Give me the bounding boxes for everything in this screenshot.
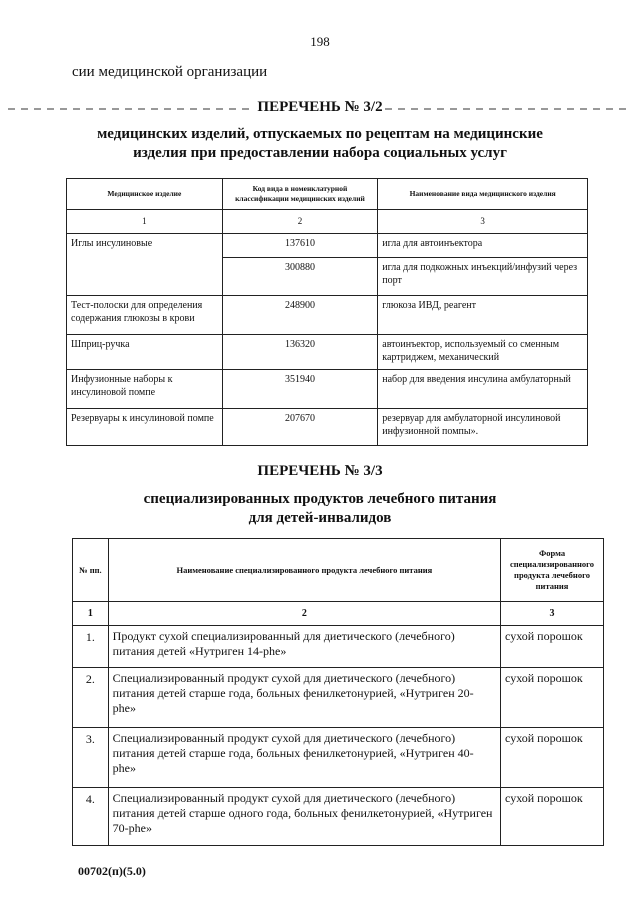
table-row [67,409,588,446]
code-cell: 248900 [222,296,378,335]
type-name-cell: игла для подкожных инъекций/инфузий через порт [378,258,588,296]
product-name-cell: Специализированный продукт сухой для диетического (лечебного) питания детей старше одного года, больных фенилкетонурией, «Нутриген 70-phe» [108,788,500,846]
table-row [67,296,588,335]
product-form-cell: сухой порошок [501,626,604,668]
table-row [67,335,588,370]
product-form-cell: сухой порошок [501,788,604,846]
type-name-cell: глюкоза ИВД, реагент [378,296,588,335]
column-number: 2 [222,210,378,234]
device-cell: Иглы инсулиновые [67,234,223,296]
table-row [73,668,604,728]
product-form-cell: сухой порошок [501,668,604,728]
section2-title: ПЕРЕЧЕНЬ № 3/3 [257,463,383,479]
product-name-cell: Специализированный продукт сухой для диетического (лечебного) питания детей старше года, больных фенилкетонурией, «Нутриген 20-phe» [108,668,500,728]
row-index: 2. [73,668,109,728]
column-number: 3 [501,602,604,626]
table-row [73,728,604,788]
table-row [67,234,588,258]
type-name-cell: игла для автоинъектора [378,234,588,258]
column-numbers-row [67,210,588,234]
header-product-name: Наименование специализированного продукта лечебного питания [108,539,500,602]
column-number: 2 [108,602,500,626]
footer-document-code: 00702(п)(5.0) [78,864,146,878]
table-row [67,370,588,409]
type-name-cell: резервуар для амбулаторной инсулиновой инфузионной помпы». [378,409,588,446]
code-cell: 300880 [222,258,378,296]
type-name-cell: автоинъектор, используемый со сменным картриджем, механический [378,335,588,370]
table-row [73,788,604,846]
product-form-cell: сухой порошок [501,728,604,788]
column-number: 1 [67,210,223,234]
code-cell: 351940 [222,370,378,409]
section2-subtitle: специализированных продуктов лечебного питания для детей-инвалидов [143,491,497,526]
code-cell: 137610 [222,234,378,258]
devices-table [66,178,588,446]
column-number: 1 [73,602,109,626]
column-number: 3 [378,210,588,234]
row-index: 3. [73,728,109,788]
row-index: 4. [73,788,109,846]
device-cell: Тест-полоски для определения содержания глюкозы в крови [67,296,223,335]
header-number: № пп. [73,539,109,602]
device-cell: Шприц-ручка [67,335,223,370]
code-cell: 136320 [222,335,378,370]
section1-title: ПЕРЕЧЕНЬ № 3/2 [257,99,383,115]
continuation-text: сии медицинской организации [72,64,268,80]
page-number: 198 [310,34,330,49]
device-cell: Инфузионные наборы к инсулиновой помпе [67,370,223,409]
table-row [73,626,604,668]
header-product-form: Форма специализированного продукта лечебного питания [501,539,604,602]
code-cell: 207670 [222,409,378,446]
type-name-cell: набор для введения инсулина амбулаторный [378,370,588,409]
header-device: Медицинское изделие [67,179,223,210]
header-name: Наименование вида медицинского изделия [378,179,588,210]
device-cell: Резервуары к инсулиновой помпе [67,409,223,446]
row-index: 1. [73,626,109,668]
product-name-cell: Продукт сухой специализированный для диетического (лечебного) питания детей «Нутриген 14-phe» [108,626,500,668]
header-code: Код вида в номенклатурной классификации медицинских изделий [222,179,378,210]
product-name-cell: Специализированный продукт сухой для диетического (лечебного) питания детей старше года, больных фенилкетонурией, «Нутриген 40-phe» [108,728,500,788]
devices-table-header [67,179,588,210]
nutrition-table-header [73,539,604,602]
column-numbers-row [73,602,604,626]
section1-subtitle: медицинских изделий, отпускаемых по рецептам на медицинские изделия при предоставлении набора социальных услуг [97,126,543,161]
nutrition-table [72,538,604,846]
